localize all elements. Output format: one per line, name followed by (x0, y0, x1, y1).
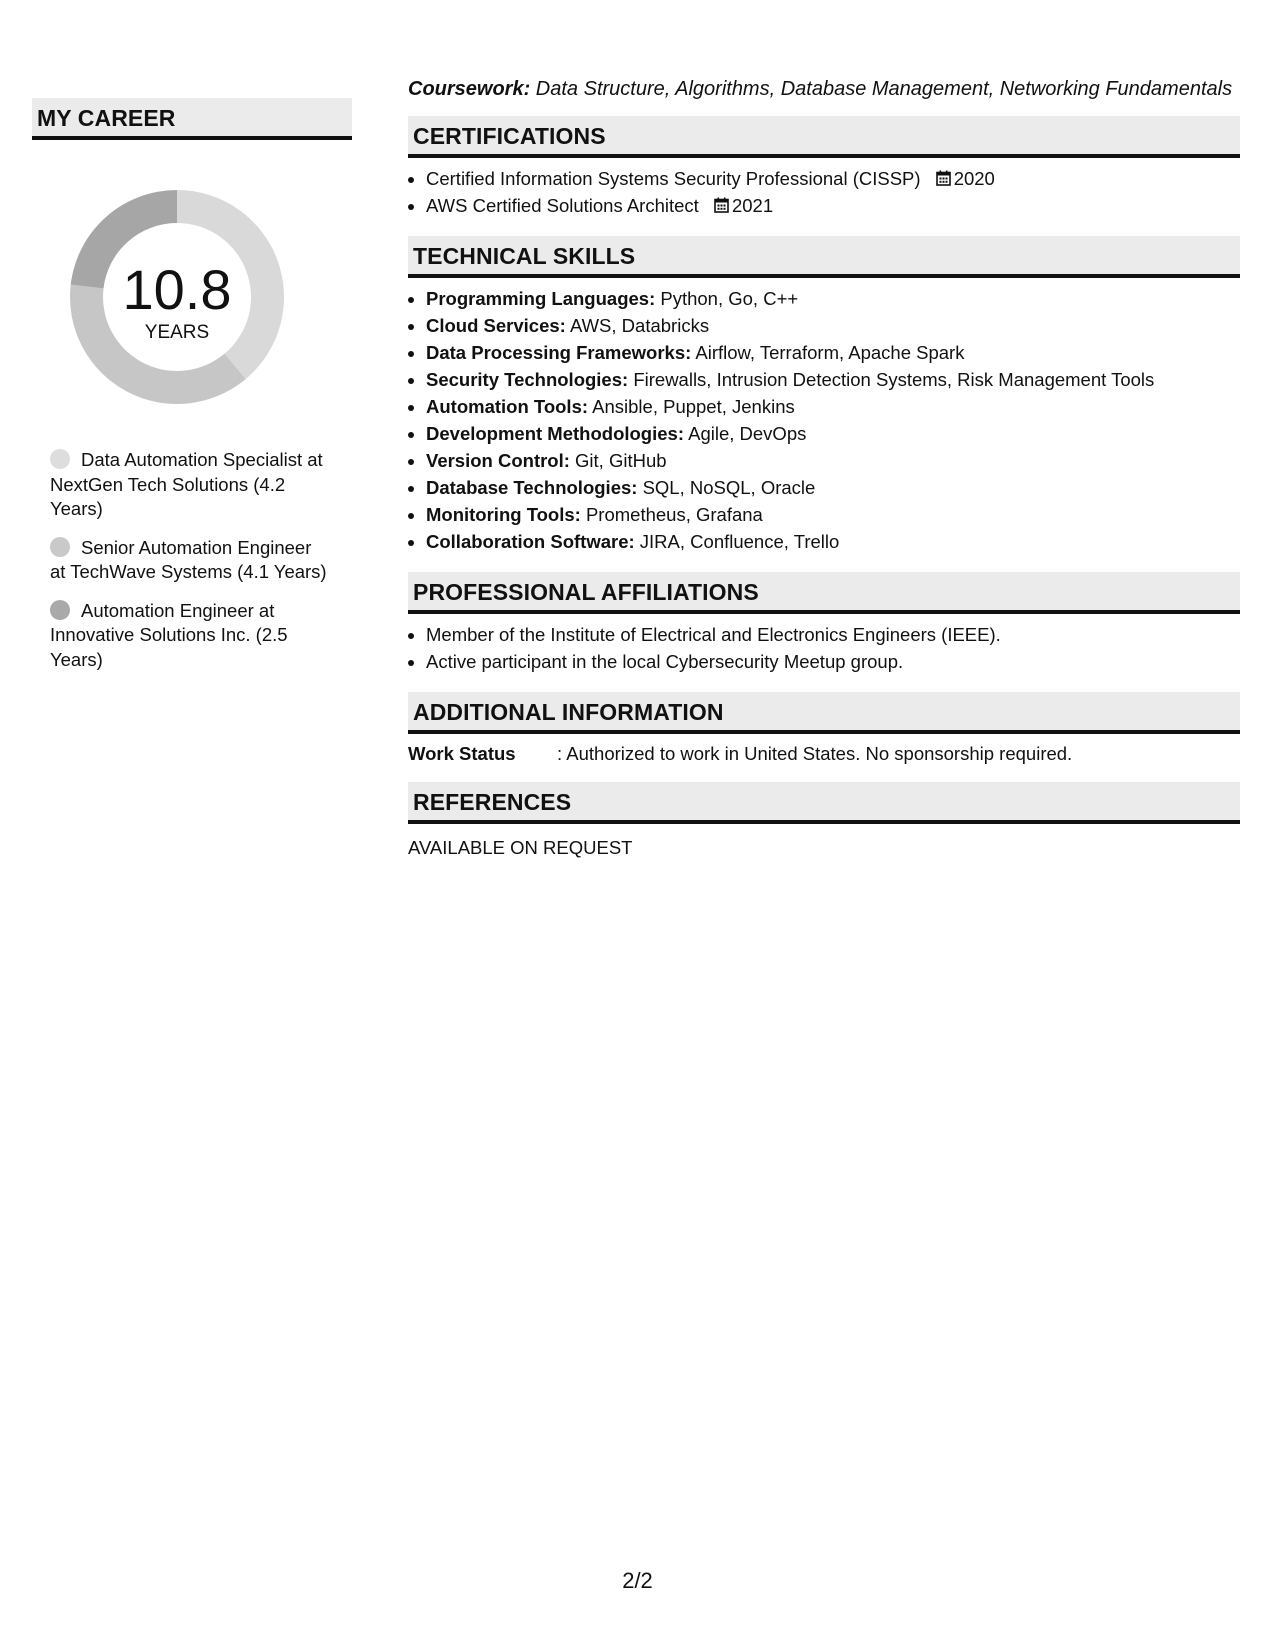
certification-name: Certified Information Systems Security Professional (CISSP) (426, 168, 921, 189)
work-status-value: : Authorized to work in United States. No sponsorship required. (557, 743, 1073, 764)
skill-item (426, 528, 1240, 555)
legend-dot-icon (50, 600, 70, 620)
legend-dot-icon (50, 537, 70, 557)
skill-value: Agile, DevOps (684, 423, 807, 444)
legend-label: Data Automation Specialist at NextGen Tech Solutions (4.2 Years) (50, 449, 323, 519)
skill-value: Airflow, Terraform, Apache Spark (691, 342, 965, 363)
references-text: AVAILABLE ON REQUEST (408, 837, 633, 858)
legend-label: Senior Automation Engineer at TechWave Systems (4.1 Years) (50, 536, 327, 582)
skill-value: JIRA, Confluence, Trello (634, 531, 840, 552)
career-legend (50, 448, 330, 672)
skill-item (426, 420, 1240, 447)
affiliation-item: • Active participant in the local Cybersecurity Meetup group. (426, 648, 1240, 675)
coursework-text: Data Structure, Algorithms, Database Management, Networking Fundamentals (530, 78, 1233, 100)
skill-label: Version Control: (426, 450, 570, 471)
career-heading: MY CAREER (32, 98, 352, 140)
calendar-icon (936, 170, 951, 186)
work-status-label: Work Status (408, 743, 516, 764)
career-donut-chart (62, 182, 292, 412)
skills-list (408, 285, 1240, 555)
skill-label: Development Methodologies: (426, 423, 684, 444)
skill-value: AWS, Databricks (565, 315, 710, 336)
references-section (408, 782, 1240, 859)
certification-item (426, 192, 1240, 219)
certifications-section (408, 116, 1240, 219)
skill-item (426, 285, 1240, 312)
certification-item (426, 165, 1240, 192)
skill-label: Monitoring Tools: (426, 504, 581, 525)
skill-label: Cloud Services: (426, 315, 566, 336)
skill-item (426, 501, 1240, 528)
skill-value: Firewalls, Intrusion Detection Systems, Risk Management Tools (628, 369, 1155, 390)
skill-item (426, 393, 1240, 420)
skill-label: Data Processing Frameworks: (426, 342, 692, 363)
legend-dot-icon (50, 449, 70, 469)
references-heading: REFERENCES (408, 782, 1240, 824)
additional-info-section (408, 692, 1240, 765)
skill-label: Collaboration Software: (426, 531, 635, 552)
skill-value: Ansible, Puppet, Jenkins (588, 396, 795, 417)
main-column (408, 76, 1240, 876)
coursework-label: Coursework: (408, 78, 531, 100)
total-years-value: 10.8 (122, 258, 232, 321)
skill-item (426, 447, 1240, 474)
certification-name: AWS Certified Solutions Architect (426, 195, 699, 216)
skill-value: Git, GitHub (569, 450, 667, 471)
skill-item (426, 474, 1240, 501)
page-number: 2/2 (622, 1568, 653, 1593)
legend-item (50, 448, 330, 522)
legend-label: Automation Engineer at Innovative Solutions Inc. (2.5 Years) (50, 599, 288, 670)
additional-info-heading: ADDITIONAL INFORMATION (408, 692, 1240, 734)
coursework-line (408, 78, 1240, 101)
legend-item (50, 536, 330, 585)
technical-skills-heading: TECHNICAL SKILLS (408, 236, 1240, 278)
skill-item (426, 339, 1240, 366)
certifications-list (408, 165, 1240, 219)
legend-item (50, 599, 330, 673)
skill-item (426, 366, 1240, 393)
donut-center (62, 182, 292, 344)
work-status-row (408, 743, 1240, 765)
certification-year: 2020 (953, 168, 995, 189)
affiliations-heading: PROFESSIONAL AFFILIATIONS (408, 572, 1240, 614)
affiliation-item: • Member of the Institute of Electrical and Electronics Engineers (IEEE). (426, 621, 1240, 648)
skill-value: Python, Go, C++ (655, 288, 799, 309)
skill-label: Database Technologies: (426, 477, 638, 498)
affiliations-section (408, 572, 1240, 675)
career-column (32, 98, 352, 686)
technical-skills-section (408, 236, 1240, 555)
certifications-heading: CERTIFICATIONS (408, 116, 1240, 158)
total-years-unit: YEARS (144, 322, 210, 343)
skill-value: Prometheus, Grafana (580, 504, 763, 525)
skill-value: SQL, NoSQL, Oracle (637, 477, 816, 498)
skill-label: Security Technologies: (426, 369, 629, 390)
skill-item (426, 312, 1240, 339)
affiliations-list (408, 621, 1240, 675)
certification-year: 2021 (731, 195, 774, 216)
skill-label: Automation Tools: (426, 396, 589, 417)
calendar-icon (714, 197, 729, 213)
skill-label: Programming Languages: (426, 288, 656, 309)
